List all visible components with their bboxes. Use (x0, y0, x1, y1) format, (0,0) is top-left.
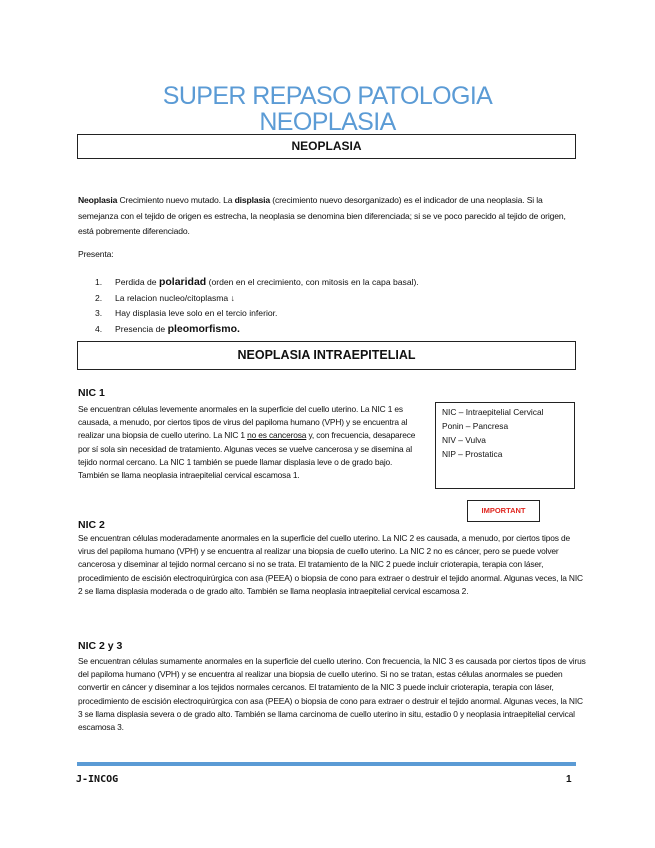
intro-text-a: Crecimiento nuevo mutado. La (117, 195, 235, 205)
list-item: 2. La relacion nucleo/citoplasma ↓ (95, 292, 235, 303)
document-title-line2: NEOPLASIA (259, 108, 396, 136)
intro-text-b: (crecimiento nuevo desorganizado) es el indicador de una neoplasia. Si la semejanza con el tejido de origen es estrecha, la neoplasia se denomina bien diferenciada; si se ve poco parecido al tejido de origen, está pobremente diferenciado. (78, 195, 566, 236)
abbreviation-item: NIP – Prostatica (442, 449, 503, 459)
document-title-line1: SUPER REPASO PATOLOGIA (162, 82, 493, 110)
features-list (95, 275, 419, 337)
nic1-paragraph: Se encuentran células levemente anormales en la superficie del cuello uterino. La NIC 1 es causada, a menudo, por ciertos tipos de virus del papiloma humano (VPH) y se encuentra al realizar una biopsia de cuello uterino. La NIC 1 no es cancerosa y, con frecuencia, desaparece por sí sola sin necesidad de tratamiento. Algunas veces se vuelve cancerosa y se disemina al tejido normal cercano. La NIC 1 también se puede llamar displasia leve o de grado bajo. También se llama neoplasia intraepitelial cervical escamosa 1. (78, 404, 416, 481)
intro-paragraph (78, 193, 583, 240)
term-displasia: displasia (234, 195, 270, 205)
section-header-neoplasia: NEOPLASIA (77, 134, 576, 159)
abbreviation-item: NIC – Intraepitelial Cervical (442, 407, 544, 417)
nic3-paragraph: Se encuentran células sumamente anormales en la superficie del cuello uterino. Con frecuencia, la NIC 3 es causada por ciertos tipos de virus del papiloma humano (VPH) y se encuentra al realizar una biopsia de cuello uterino. Si no se tratan, estas células anormales se pueden convertir en cáncer y diseminar a los tejidos normales cercanos. El tratamiento de la NIC 3 puede incluir crioterapia, terapia con láser, procedimiento de escisión electroquirúrgica con asa (PEEA) o biopsia de cono para extraer o destruir el tejido anormal. Algunas veces, la NIC 3 se llama displasia severa o de grado alto. También se llama carcinoma de cuello uterino in situ, estadio 0 y neoplasia intraepitelial cervical escamosa 3. (78, 656, 586, 733)
nic2-heading: NIC 2 (78, 519, 105, 531)
footer-rule (77, 762, 576, 766)
nic2-paragraph: Se encuentran células moderadamente anormales en la superficie del cuello uterino. La NIC 2 es causada, a menudo, por ciertos tipos de virus del papiloma humano (VPH) y se encuentra al realizar una biopsia de cuello uterino. La NIC 2 no es cáncer, pero se puede volver cancerosa y diseminar al tejido normal cercano si no se trata. El tratamiento de la NIC 2 puede incluir crioterapia, terapia con láser, procedimiento de escisión electroquirúrgica con asa (PEEA) o biopsia de cono para extraer o destruir el tejido anormal. Algunas veces, la NIC 2 se llama displasia moderada o de grado alto. También se llama neoplasia intraepitelial cervical escamosa 2. (78, 533, 583, 596)
important-badge: IMPORTANT (467, 500, 540, 522)
term-polaridad: polaridad (158, 276, 207, 288)
list-item: 4. Presencia de pleomorfismo. (95, 322, 240, 335)
underlined-no-es-cancerosa: no es cancerosa (247, 430, 307, 441)
presenta-label: Presenta: (78, 249, 114, 259)
list-item: 1. Perdida de polaridad (orden en el crecimiento, con mitosis en la capa basal). (95, 276, 419, 288)
list-item: 3. Hay displasia leve solo en el tercio inferior. (95, 308, 278, 318)
abbreviation-item: Ponin – Pancresa (442, 421, 509, 431)
abbreviation-item: NIV – Vulva (442, 435, 486, 445)
abbreviations-box (435, 402, 575, 489)
footer-author: J-INCOG (76, 774, 119, 785)
term-pleomorfismo: pleomorfismo. (167, 322, 240, 335)
nic3-heading: NIC 2 y 3 (78, 640, 123, 652)
page-number: 1 (566, 774, 572, 785)
nic1-heading: NIC 1 (78, 387, 105, 399)
term-neoplasia: Neoplasia (78, 195, 118, 205)
section-header-neoplasia-intraepitelial: NEOPLASIA INTRAEPITELIAL (77, 341, 576, 370)
